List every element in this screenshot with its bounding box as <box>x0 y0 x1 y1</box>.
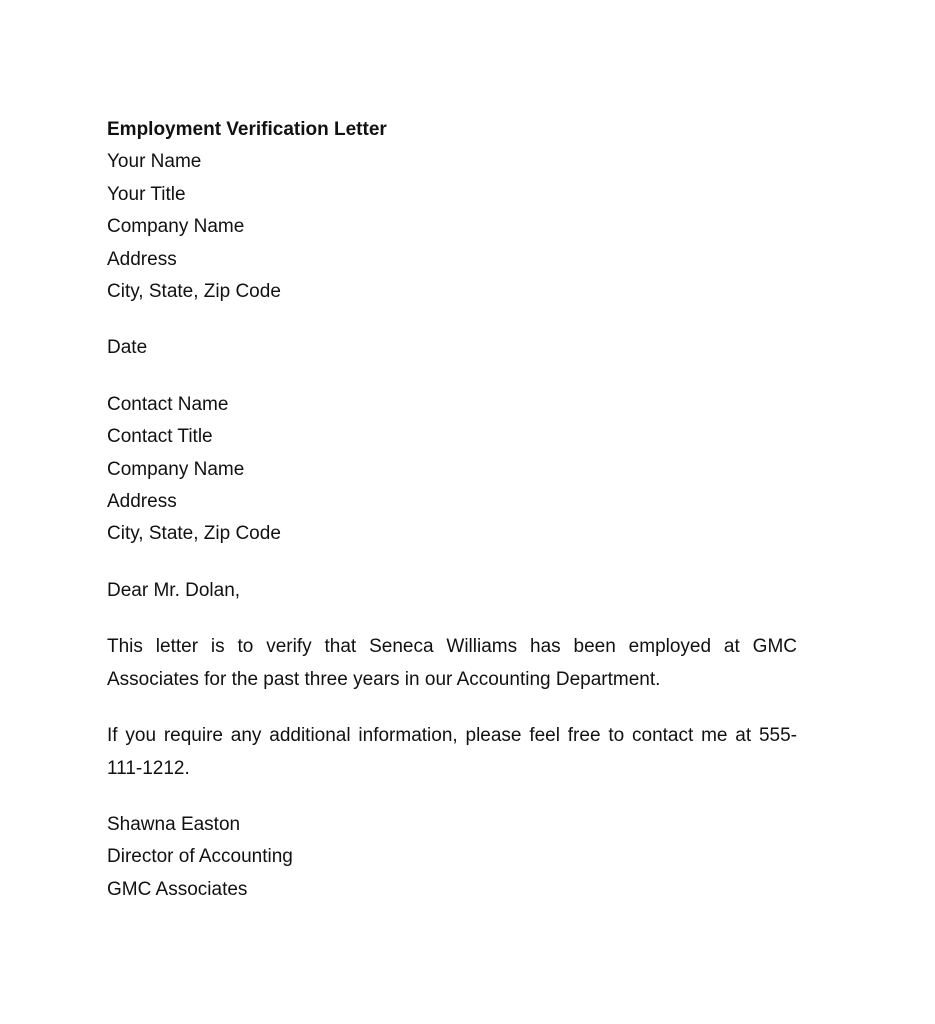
signature-company: GMC Associates <box>107 878 248 900</box>
recipient-block <box>107 389 797 551</box>
sender-company: Company Name <box>107 216 245 238</box>
sender-city-state-zip: City, State, Zip Code <box>107 281 281 303</box>
recipient-name: Contact Name <box>107 393 229 415</box>
sender-title: Your Title <box>107 183 186 205</box>
sender-block <box>107 146 797 308</box>
spacer <box>107 551 797 575</box>
spacer <box>107 308 797 332</box>
spacer <box>107 785 797 809</box>
letter-document <box>107 114 797 906</box>
signature-block <box>107 809 797 906</box>
spacer <box>107 365 797 389</box>
letter-title: Employment Verification Letter <box>107 119 387 140</box>
spacer <box>107 607 797 631</box>
sender-name: Your Name <box>107 151 202 173</box>
recipient-address: Address <box>107 491 177 513</box>
signature-title: Director of Accounting <box>107 846 293 868</box>
letter-date: Date <box>107 337 148 359</box>
recipient-company: Company Name <box>107 458 245 480</box>
recipient-city-state-zip: City, State, Zip Code <box>107 523 281 545</box>
signature-name: Shawna Easton <box>107 813 241 835</box>
recipient-title: Contact Title <box>107 426 213 448</box>
salutation: Dear Mr. Dolan, <box>107 579 241 601</box>
body-paragraph: If you require any additional information, please feel free to contact me at 555-111-1212. <box>107 725 797 779</box>
sender-address: Address <box>107 248 177 270</box>
spacer <box>107 696 797 720</box>
body-paragraph: This letter is to verify that Seneca Williams has been employed at GMC Associates for the past three years in our Accounting Department. <box>107 636 797 690</box>
